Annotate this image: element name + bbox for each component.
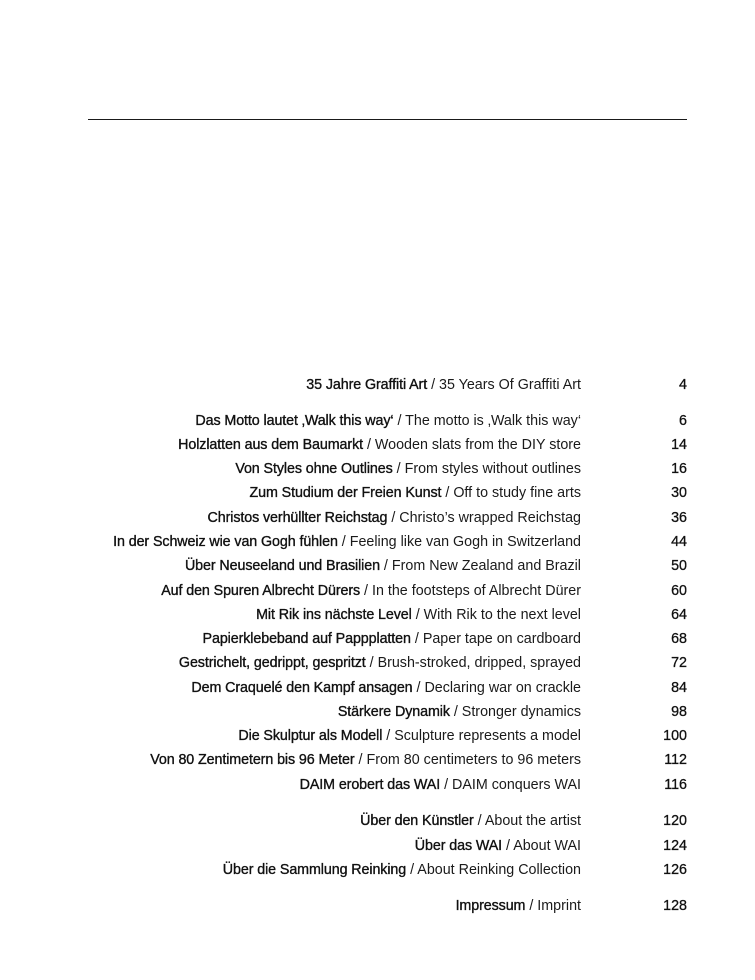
toc-separator: /: [427, 377, 440, 393]
toc-page-number: 84: [671, 680, 687, 696]
toc-entry-english-title: Wooden slats from the DIY store: [374, 437, 581, 453]
toc-entry-title: [415, 835, 581, 857]
toc-entry-title: [235, 458, 581, 480]
toc-entry[interactable]: [0, 628, 755, 650]
toc-entry[interactable]: [0, 580, 755, 602]
toc-separator: /: [449, 704, 462, 720]
toc-entry[interactable]: [0, 701, 755, 723]
toc-entry-english-title: In the footsteps of Albrecht Dürer: [371, 583, 581, 599]
toc-entry-german-title: Das Motto lautet ‚Walk this way‘: [195, 413, 394, 429]
toc-entry-title: [300, 774, 581, 796]
toc-separator: /: [337, 534, 350, 550]
toc-entry-german-title: Mit Rik ins nächste Level: [256, 607, 412, 623]
toc-entry-title: [203, 628, 581, 650]
toc-separator: /: [382, 728, 395, 744]
toc-entry-german-title: Christos verhüllter Reichstag: [207, 510, 388, 526]
toc-entry-german-title: Auf den Spuren Albrecht Dürers: [161, 583, 361, 599]
toc-separator: /: [365, 655, 378, 671]
toc-separator: /: [393, 413, 406, 429]
toc-entry-german-title: Die Skulptur als Modell: [238, 728, 383, 744]
toc-entry-german-title: Dem Craquelé den Kampf ansagen: [191, 680, 413, 696]
toc-page-number: 112: [664, 752, 687, 768]
toc-entry-english-title: Brush-stroked, dripped, sprayed: [377, 655, 581, 671]
toc-entry-german-title: Über die Sammlung Reinking: [222, 862, 407, 878]
toc-entry-english-title: From 80 centimeters to 96 meters: [366, 752, 581, 768]
toc-separator: /: [392, 461, 405, 477]
toc-entry-german-title: In der Schweiz wie van Gogh fühlen: [113, 534, 338, 550]
toc-entry-title: [238, 725, 581, 747]
toc-entry[interactable]: [0, 507, 755, 529]
toc-entry[interactable]: [0, 774, 755, 796]
toc-entry-english-title: DAIM conquers WAI: [452, 777, 581, 793]
toc-entry-title: [208, 507, 582, 529]
toc-entry-english-title: About Reinking Collection: [417, 862, 581, 878]
toc-page-number: 126: [663, 862, 687, 878]
toc-entry[interactable]: [0, 434, 755, 456]
toc-entry[interactable]: [0, 482, 755, 504]
toc-entry[interactable]: [0, 374, 755, 396]
toc-page-number: 16: [671, 461, 687, 477]
toc-entry-english-title: Off to study fine arts: [453, 485, 581, 501]
toc-entry-title: [178, 434, 581, 456]
toc-entry-title: [338, 701, 581, 723]
toc-entry-german-title: Stärkere Dynamik: [337, 704, 450, 720]
toc-entry[interactable]: [0, 410, 755, 432]
toc-entry-german-title: Gestrichelt, gedrippt, gespritzt: [178, 655, 366, 671]
toc-entry[interactable]: [0, 895, 755, 917]
toc-entry-english-title: Sculpture represents a model: [394, 728, 581, 744]
toc-entry-title: [250, 482, 582, 504]
toc-entry-english-title: 35 Years Of Graffiti Art: [439, 377, 581, 393]
toc-page-number: 50: [671, 558, 687, 574]
toc-entry-title: [360, 810, 581, 832]
toc-entry-german-title: DAIM erobert das WAI: [299, 777, 441, 793]
toc-entry-english-title: About WAI: [513, 838, 581, 854]
toc-entry-title: [195, 410, 581, 432]
toc-page-number: 6: [679, 413, 687, 429]
toc-entry-german-title: Von Styles ohne Outlines: [235, 461, 393, 477]
toc-entry-german-title: 35 Jahre Graffiti Art: [306, 377, 428, 393]
toc-entry-title: [185, 555, 581, 577]
toc-page-number: 98: [671, 704, 687, 720]
toc-page-number: 128: [663, 898, 687, 914]
toc-entry-german-title: Über Neuseeland und Brasilien: [184, 558, 380, 574]
toc-entry-title: [306, 374, 581, 396]
toc-page-number: 30: [671, 485, 687, 501]
toc-separator: /: [441, 485, 454, 501]
toc-page-number: 36: [671, 510, 687, 526]
toc-entry-title: [113, 531, 581, 553]
toc-page-number: 60: [671, 583, 687, 599]
toc-separator: /: [411, 607, 424, 623]
toc-separator: /: [412, 680, 425, 696]
toc-separator: /: [354, 752, 367, 768]
toc-entry-german-title: Über das WAI: [414, 838, 503, 854]
toc-entry-title: [456, 895, 581, 917]
toc-page-number: 64: [671, 607, 687, 623]
toc-entry[interactable]: [0, 531, 755, 553]
toc-entry-title: [256, 604, 581, 626]
toc-entry-title: [150, 749, 581, 771]
toc-entry[interactable]: [0, 458, 755, 480]
toc-page-number: 116: [664, 777, 687, 793]
toc-entry-english-title: Feeling like van Gogh in Switzerland: [349, 534, 581, 550]
toc-entry[interactable]: [0, 725, 755, 747]
toc-entry-english-title: The motto is ‚Walk this way‘: [405, 413, 581, 429]
toc-entry-english-title: From New Zealand and Brazil: [391, 558, 581, 574]
toc-page-number: 124: [663, 838, 687, 854]
toc-entry-german-title: Über den Künstler: [360, 813, 474, 829]
toc-separator: /: [379, 558, 392, 574]
toc-entry-german-title: Zum Studium der Freien Kunst: [249, 485, 442, 501]
toc-entry-english-title: Declaring war on crackle: [424, 680, 581, 696]
toc-entry-german-title: Papierklebeband auf Pappplatten: [202, 631, 411, 647]
toc-page-number: 44: [671, 534, 687, 550]
toc-separator: /: [440, 777, 453, 793]
toc-separator: /: [473, 813, 485, 829]
toc-page-number: 68: [671, 631, 687, 647]
toc-entry[interactable]: [0, 810, 755, 832]
toc-page-number: 72: [671, 655, 687, 671]
toc-separator: /: [410, 631, 423, 647]
toc-entry[interactable]: [0, 749, 755, 771]
toc-entry[interactable]: [0, 835, 755, 857]
toc-entry-english-title: From styles without outlines: [404, 461, 581, 477]
toc-entry-title: [161, 580, 581, 602]
toc-entry-title: [191, 677, 581, 699]
toc-entry-german-title: Von 80 Zentimetern bis 96 Meter: [150, 752, 355, 768]
toc-entry[interactable]: [0, 677, 755, 699]
toc-page-number: 14: [671, 437, 687, 453]
toc-page-number: 100: [663, 728, 687, 744]
toc-page-number: 120: [663, 813, 687, 829]
toc-entry[interactable]: [0, 652, 755, 674]
toc-entry-english-title: About the artist: [484, 813, 581, 829]
toc-entry-german-title: Holzlatten aus dem Baumarkt: [178, 437, 363, 453]
toc-entry-title: [223, 859, 581, 881]
toc-entry-english-title: Christo’s wrapped Reichstag: [399, 510, 581, 526]
toc-entry-german-title: Impressum: [455, 898, 526, 914]
toc-separator: /: [406, 862, 418, 878]
toc-entry-english-title: Stronger dynamics: [461, 704, 581, 720]
toc-page-number: 4: [679, 377, 687, 393]
toc-entry[interactable]: [0, 555, 755, 577]
toc-entry-english-title: With Rik to the next level: [423, 607, 581, 623]
toc-separator: /: [525, 898, 538, 914]
toc-entry[interactable]: [0, 859, 755, 881]
toc-separator: /: [387, 510, 400, 526]
toc-separator: /: [502, 838, 514, 854]
toc-entry-english-title: Imprint: [537, 898, 581, 914]
toc-separator: /: [360, 583, 372, 599]
toc-entry[interactable]: [0, 604, 755, 626]
toc-separator: /: [363, 437, 375, 453]
toc-entry-english-title: Paper tape on cardboard: [422, 631, 581, 647]
toc-entry-title: [179, 652, 581, 674]
